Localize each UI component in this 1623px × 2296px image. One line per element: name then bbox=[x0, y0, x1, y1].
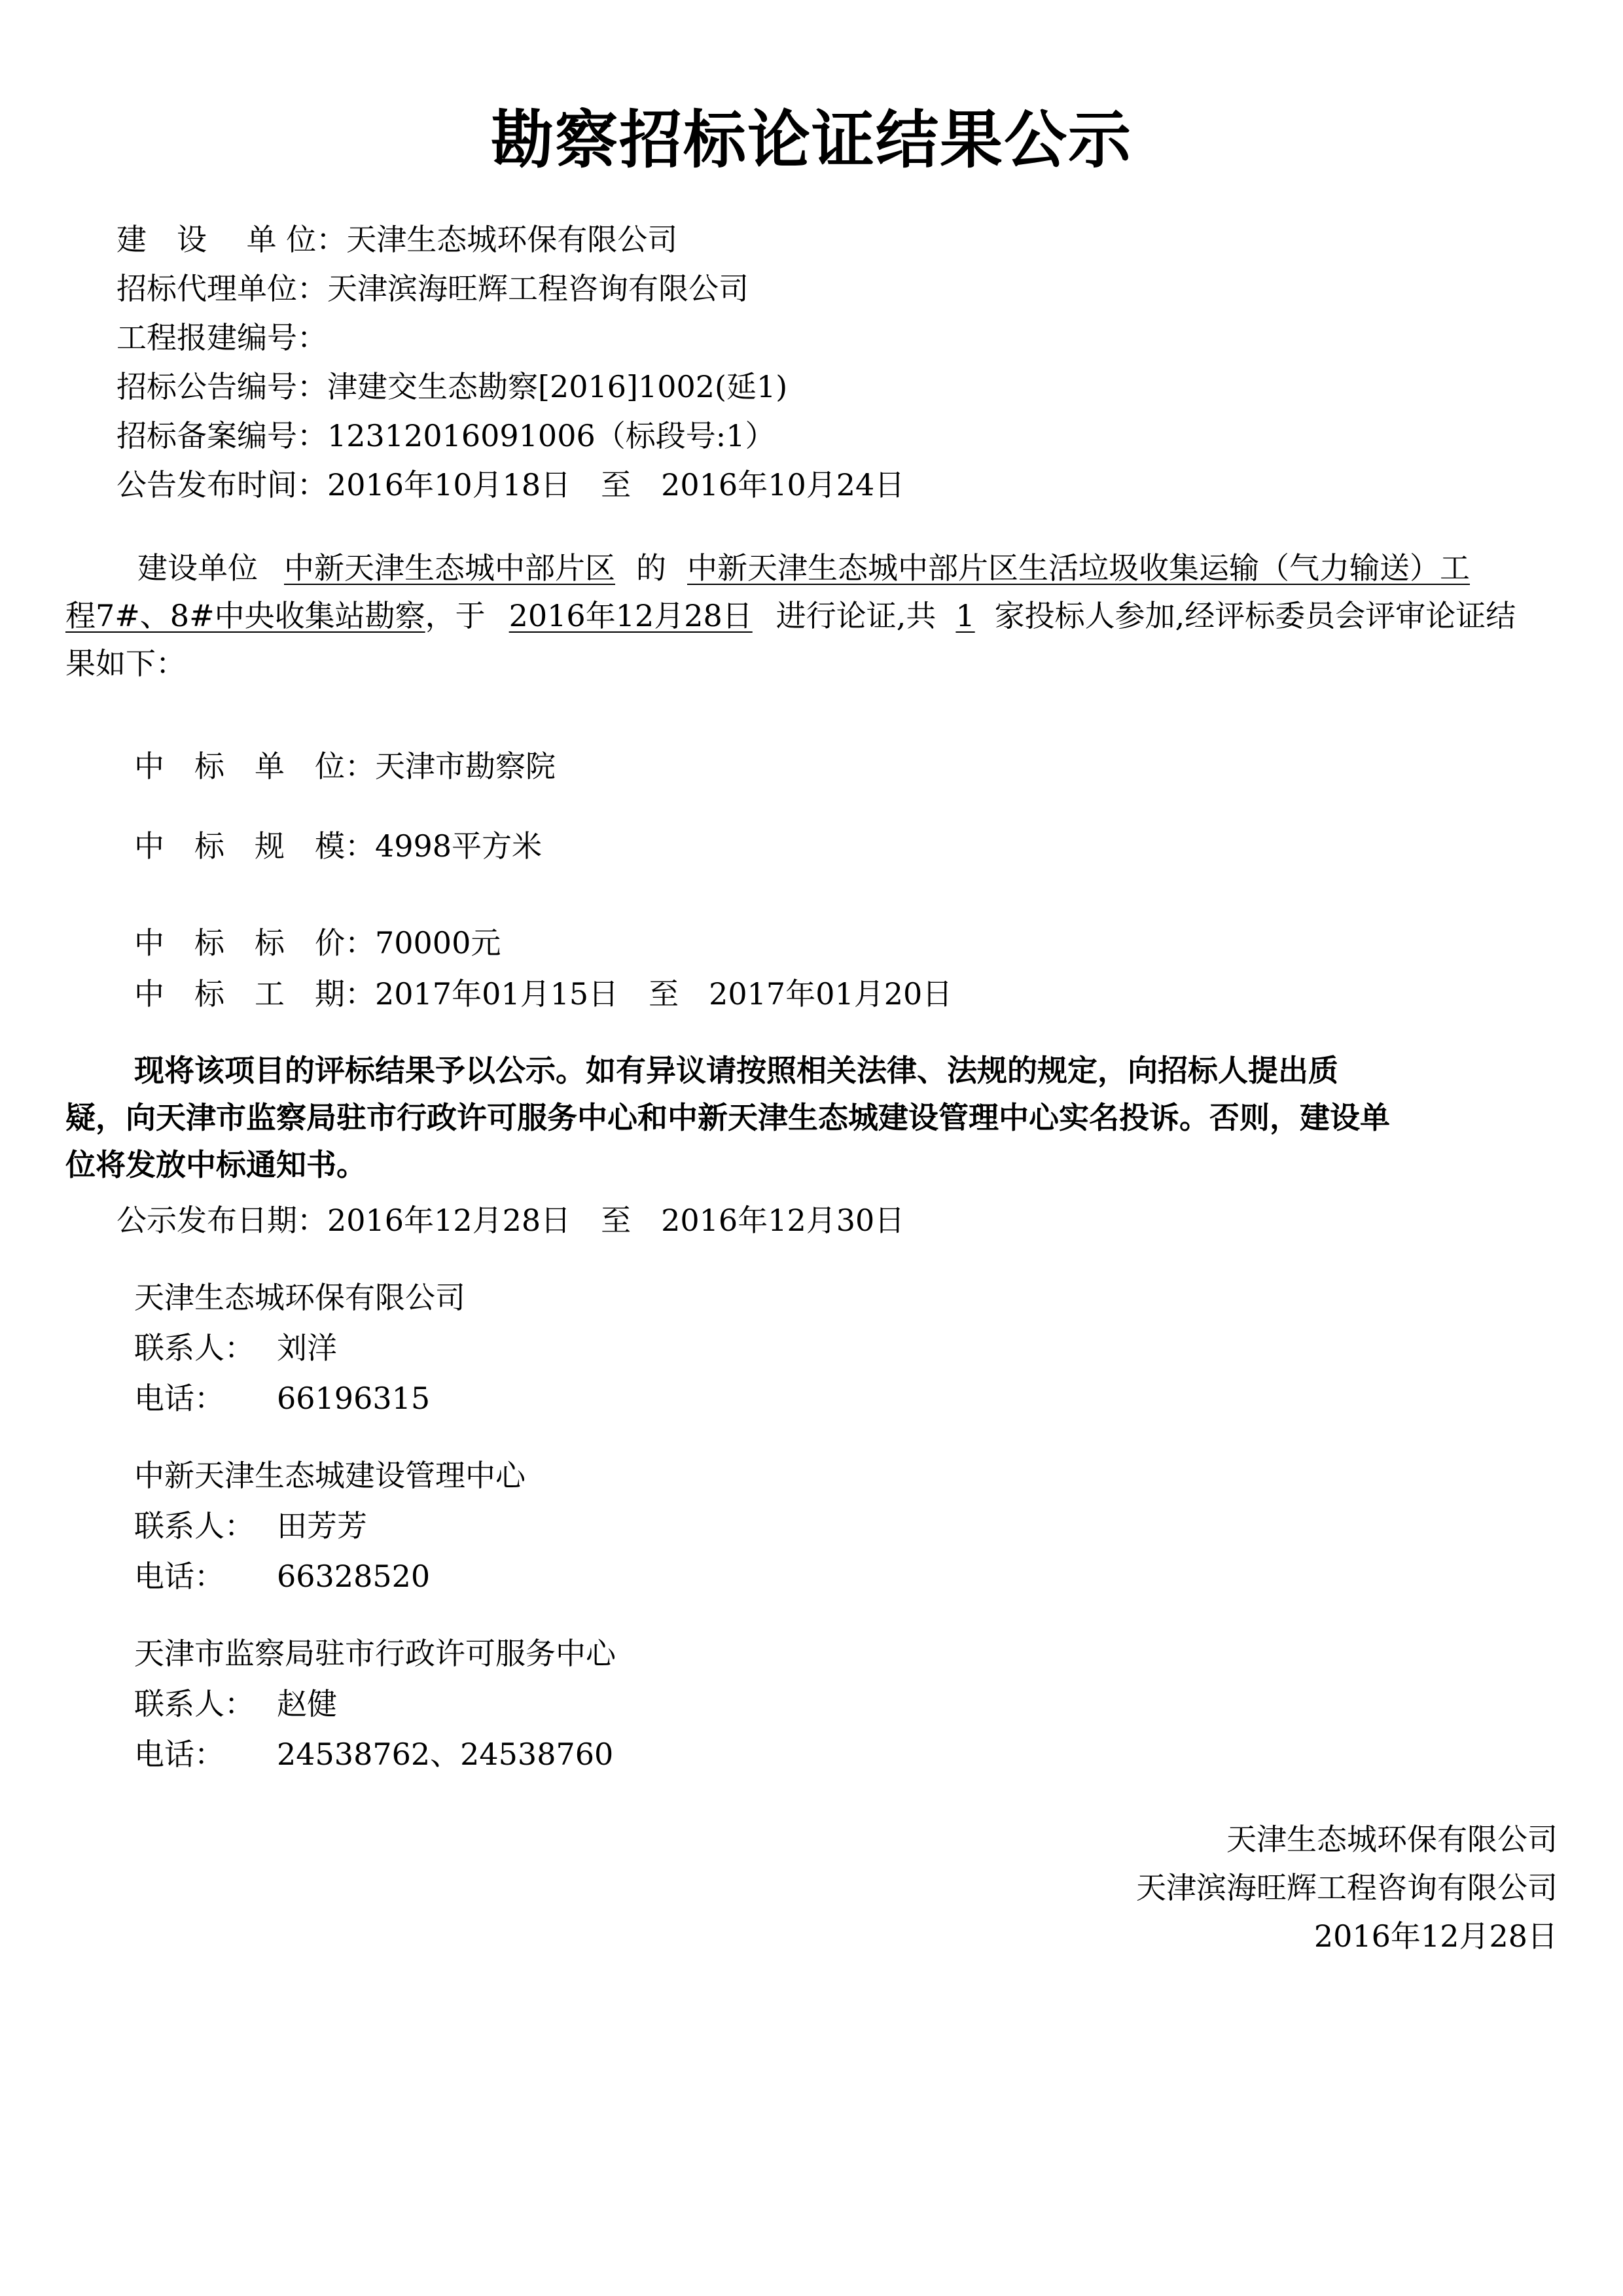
field-value: 天津生态城环保有限公司 bbox=[346, 222, 678, 257]
contact-phone: 24538762、24538760 bbox=[277, 1737, 614, 1772]
contact-phone-label: 电话： bbox=[134, 1381, 224, 1416]
intro-line-1 bbox=[137, 550, 1470, 586]
field-agent bbox=[116, 271, 749, 306]
intro-suffix: 家投标人参加,经评标委员会评审论证结 bbox=[994, 598, 1516, 633]
contact-org: 天津市监察局驻市行政许可服务中心 bbox=[134, 1636, 616, 1671]
award-value: 天津市勘察院 bbox=[375, 749, 556, 784]
field-value: 2016年10月18日 至 2016年10月24日 bbox=[327, 467, 905, 503]
contact-person-label: 联系人： bbox=[134, 1330, 255, 1366]
field-notice-no bbox=[116, 369, 788, 404]
page-title: 勘察招标论证结果公示 bbox=[491, 103, 1132, 177]
contact-phone: 66328520 bbox=[277, 1559, 431, 1594]
contact-person: 田芳芳 bbox=[277, 1508, 367, 1544]
contact-phone-row bbox=[134, 1559, 431, 1594]
intro-project: 中新天津生态城中部片区生活垃圾收集运输（气力输送）工 bbox=[687, 550, 1470, 586]
contact-person-label: 联系人： bbox=[134, 1686, 255, 1722]
field-value: 天津滨海旺辉工程咨询有限公司 bbox=[327, 271, 749, 306]
field-label: 招标备案编号： bbox=[116, 418, 327, 453]
field-builder bbox=[116, 224, 677, 255]
award-label: 中 标 规 模： bbox=[134, 828, 375, 864]
award-unit bbox=[134, 749, 556, 784]
notice-line-3: 位将发放中标通知书。 bbox=[65, 1147, 366, 1182]
signature-date: 2016年12月28日 bbox=[1313, 1918, 1558, 1954]
intro-project-cont: 程7#、8#中央收集站勘察 bbox=[65, 598, 425, 633]
award-value: 4998平方米 bbox=[375, 828, 543, 864]
contact-phone-label: 电话： bbox=[134, 1559, 224, 1594]
contact-person-label: 联系人： bbox=[134, 1508, 255, 1544]
contact-org: 中新天津生态城建设管理中心 bbox=[134, 1458, 526, 1493]
award-price bbox=[134, 925, 501, 961]
contact-person-row bbox=[134, 1686, 337, 1722]
contact-person: 赵健 bbox=[277, 1686, 337, 1722]
field-label: 工程报建编号： bbox=[116, 320, 327, 355]
intro-count: 1 bbox=[955, 598, 975, 633]
notice-line-1: 现将该项目的评标结果予以公示。如有异议请按照相关法律、法规的规定，向招标人提出质 bbox=[134, 1053, 1338, 1088]
contact-person: 刘洋 bbox=[277, 1330, 337, 1366]
signature-org-1: 天津生态城环保有限公司 bbox=[1226, 1822, 1558, 1857]
award-value: 70000元 bbox=[375, 925, 501, 961]
award-scale bbox=[134, 828, 543, 864]
field-notice-time bbox=[116, 467, 905, 503]
field-value: 津建交生态勘察[2016]1002(延1) bbox=[327, 369, 788, 404]
intro-line-3 bbox=[65, 648, 186, 679]
intro-mid: 进行论证,共 bbox=[776, 598, 936, 633]
award-label: 中 标 单 位： bbox=[134, 749, 375, 784]
publish-date: 公示发布日期：2016年12月28日 至 2016年12月30日 bbox=[116, 1203, 905, 1238]
field-value: 12312016091006（标段号:1） bbox=[327, 418, 776, 453]
intro-unit: 中新天津生态城中部片区 bbox=[284, 550, 615, 586]
intro-date: 2016年12月28日 bbox=[508, 598, 753, 633]
field-record-no bbox=[116, 418, 776, 453]
intro-prefix: 建设单位 bbox=[137, 550, 258, 586]
intro-line-2 bbox=[65, 598, 1516, 633]
intro-suffix-cont: 果如下： bbox=[65, 646, 186, 681]
award-label: 中 标 工 期： bbox=[134, 976, 375, 1012]
field-project-no bbox=[116, 320, 327, 355]
contact-person-row bbox=[134, 1508, 367, 1544]
field-label: 建 设 单 位： bbox=[116, 222, 347, 257]
contact-phone-row bbox=[134, 1737, 614, 1772]
contact-org: 天津生态城环保有限公司 bbox=[134, 1280, 465, 1315]
award-label: 中 标 标 价： bbox=[134, 925, 375, 961]
contact-person-row bbox=[134, 1330, 337, 1366]
field-label: 招标公告编号： bbox=[116, 369, 327, 404]
notice-line-2: 疑，向天津市监察局驻市行政许可服务中心和中新天津生态城建设管理中心实名投诉。否则，建设单 bbox=[65, 1100, 1390, 1135]
contact-phone-label: 电话： bbox=[134, 1737, 224, 1772]
award-period bbox=[134, 976, 953, 1012]
field-label: 招标代理单位： bbox=[116, 271, 327, 306]
field-label: 公告发布时间： bbox=[116, 467, 327, 503]
intro-de: 的 bbox=[636, 550, 666, 586]
contact-phone: 66196315 bbox=[277, 1381, 431, 1416]
contact-phone-row bbox=[134, 1381, 431, 1416]
award-value: 2017年01月15日 至 2017年01月20日 bbox=[375, 976, 953, 1012]
intro-yu: ，于 bbox=[425, 598, 486, 633]
signature-org-2: 天津滨海旺辉工程咨询有限公司 bbox=[1136, 1870, 1558, 1905]
